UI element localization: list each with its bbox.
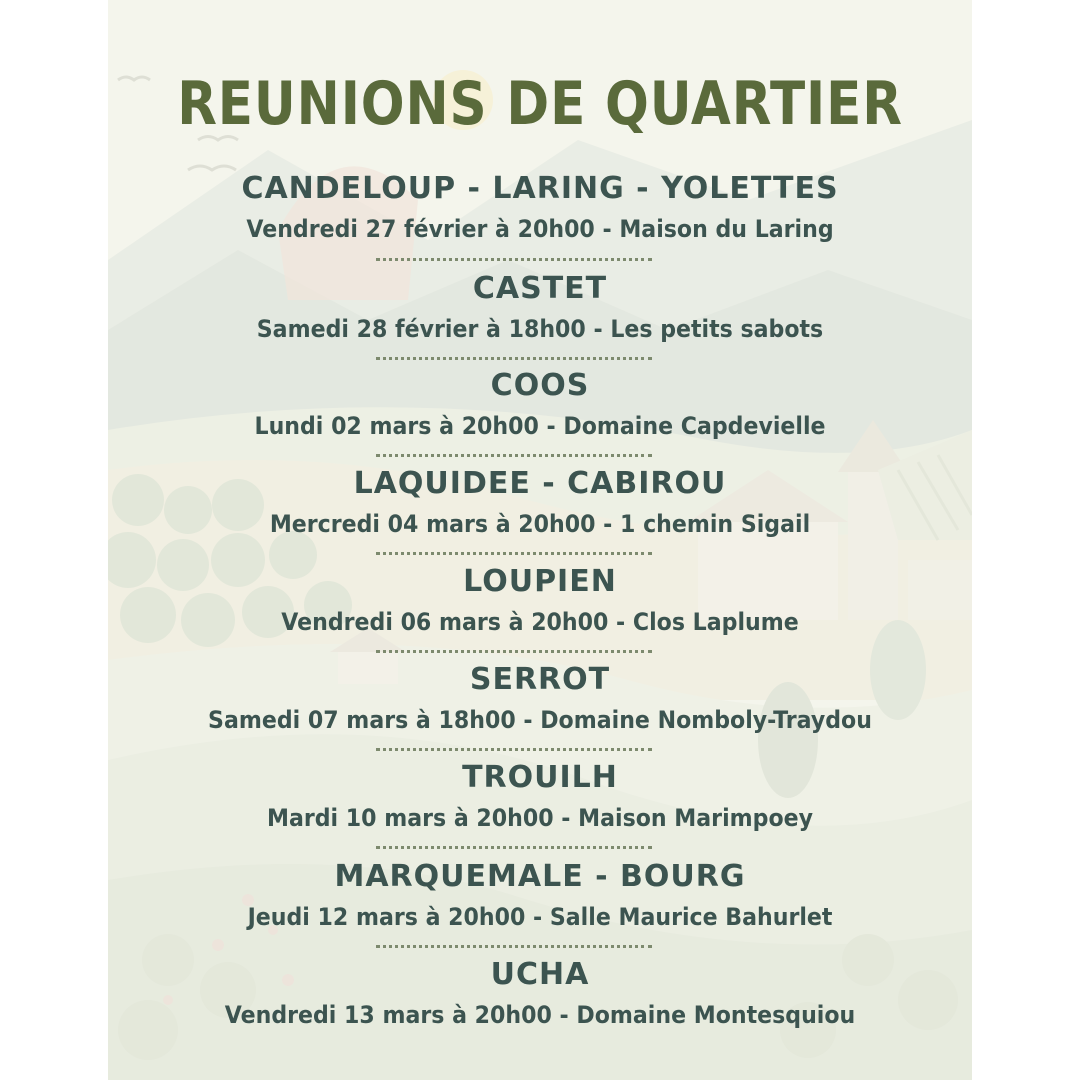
quartier-name: CASTET bbox=[472, 271, 608, 306]
meeting-item bbox=[108, 368, 972, 442]
meeting-item bbox=[108, 662, 972, 736]
quartier-name: LOUPIEN bbox=[463, 564, 617, 599]
quartier-name: SERROT bbox=[469, 662, 611, 697]
meeting-details: Jeudi 12 mars à 20h00 - Salle Maurice Bahurlet bbox=[247, 903, 833, 931]
quartier-name: COOS bbox=[490, 368, 590, 403]
quartier-name: CANDELOUP - LARING - YOLETTES bbox=[241, 171, 839, 206]
meeting-item bbox=[108, 466, 972, 540]
dotted-separator bbox=[376, 258, 652, 261]
meeting-details: Mercredi 04 mars à 20h00 - 1 chemin Sigail bbox=[269, 510, 811, 538]
dotted-separator bbox=[376, 357, 652, 360]
dotted-separator bbox=[376, 552, 652, 555]
quartier-name: LAQUIDEE - CABIROU bbox=[353, 466, 727, 501]
meeting-item bbox=[108, 760, 972, 834]
meeting-item bbox=[108, 859, 972, 933]
dotted-separator bbox=[376, 846, 652, 849]
meeting-details: Samedi 07 mars à 18h00 - Domaine Nomboly-Traydou bbox=[208, 706, 872, 734]
meeting-item bbox=[108, 957, 972, 1031]
poster-title: REUNIONS DE QUARTIER bbox=[177, 69, 903, 139]
meeting-list bbox=[108, 0, 972, 1080]
meeting-item bbox=[108, 171, 972, 245]
meeting-item bbox=[108, 564, 972, 638]
dotted-separator bbox=[376, 945, 652, 948]
meeting-details: Vendredi 13 mars à 20h00 - Domaine Montesquiou bbox=[224, 1001, 856, 1029]
poster bbox=[108, 0, 972, 1080]
dotted-separator bbox=[376, 650, 652, 653]
dotted-separator bbox=[376, 748, 652, 751]
meeting-item bbox=[108, 271, 972, 345]
meeting-details: Mardi 10 mars à 20h00 - Maison Marimpoey bbox=[266, 804, 813, 832]
quartier-name: TROUILH bbox=[462, 760, 618, 795]
meeting-details: Vendredi 06 mars à 20h00 - Clos Laplume bbox=[281, 608, 799, 636]
quartier-name: UCHA bbox=[490, 957, 590, 992]
meeting-details: Samedi 28 février à 18h00 - Les petits sabots bbox=[256, 315, 824, 343]
meeting-details: Vendredi 27 février à 20h00 - Maison du Laring bbox=[246, 215, 834, 243]
quartier-name: MARQUEMALE - BOURG bbox=[334, 859, 746, 894]
meeting-details: Lundi 02 mars à 20h00 - Domaine Capdevielle bbox=[254, 412, 826, 440]
dotted-separator bbox=[376, 454, 652, 457]
